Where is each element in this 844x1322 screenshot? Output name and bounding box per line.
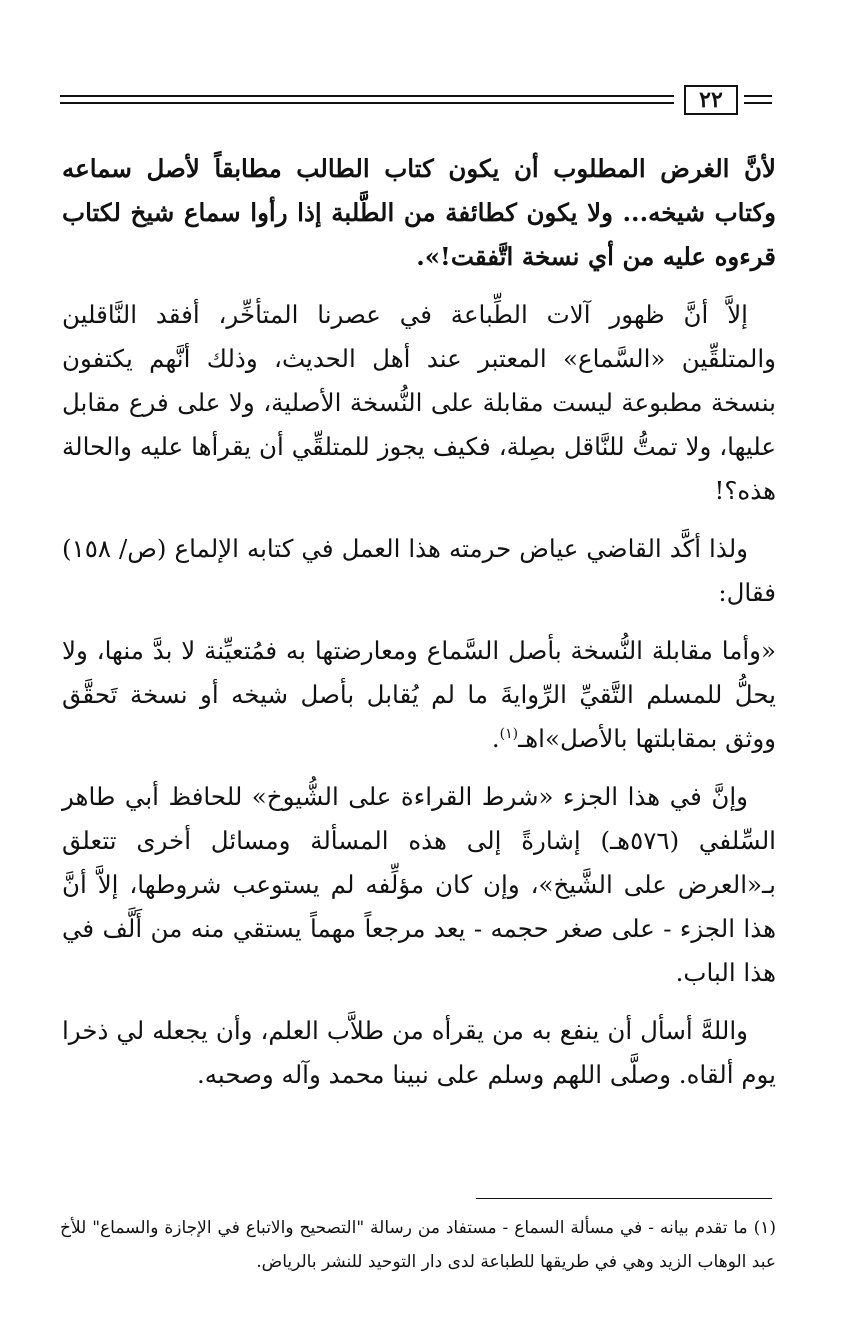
header-double-rule	[60, 95, 674, 104]
paragraph-1: لأنَّ الغرض المطلوب أن يكون كتاب الطالب مطابقاً لأصل سماعه وكتاب شيخه... ولا يكون كطائفة من الطَّلبة إذا رأوا سماع شيخ لكتاب قرءوه عليه من أي نسخة اتَّفقت!».	[62, 154, 776, 271]
header-double-rule-short	[744, 95, 772, 104]
page-header	[60, 85, 772, 119]
footnote-separator	[476, 1198, 772, 1199]
paragraph-2: إلاَّ أنَّ ظهور آلات الطِّباعة في عصرنا المتأخِّر، أفقد النَّاقلين والمتلقِّين «السَّماع» المعتبر عند أهل الحديث، وذلك أنَّهم يكتفون بنسخة مطبوعة ليست مقابلة على النُّسخة الأصلية، ولا على فرع مقابل عليها، ولا تمتُّ للنَّاقل بصِلة، فكيف يجوز للمتلقِّي أن يقرأها عليه والحالة هذه؟!	[62, 300, 776, 505]
paragraph-5: وإنَّ في هذا الجزء «شرط القراءة على الشُّيوخ» للحافظ أبي طاهر السِّلفي (٥٧٦هـ) إشارةً إلى هذه المسألة ومسائل أخرى تتعلق بـ«العرض على الشَّيخ»، وإن كان مؤلِّفه لم يستوعب شروطها، إلاَّ أنَّ هذا الجزء - على صغر حجمه - يعد مرجعاً مهماً يستقي منه من أَلَّف في هذا الباب.	[62, 782, 776, 987]
page-number: ٢٢	[684, 85, 738, 115]
paragraph-3: ولذا أكَّد القاضي عياض حرمته هذا العمل في كتابه الإلماع (ص/ ١٥٨) فقال:	[62, 534, 776, 607]
paragraph-6: واللهَّ أسأل أن ينفع به من يقرأه من طلاَّب العلم، وأن يجعله لي ذخرا يوم ألقاه. وصلَّى اللهم وسلم على نبينا محمد وآله وصحبه.	[62, 1016, 776, 1089]
footnote-ref: (١)	[499, 725, 519, 742]
paragraph-4-quote: «وأما مقابلة النُّسخة بأصل السَّماع ومعارضتها به فمُتعيِّنة لا بدَّ منها، ولا يحلُّ للمسلم التَّقيِّ الرِّوايةَ ما لم يُقابل بأصل شيخه أو نسخة تَحقَّق ووثق بمقابلتها بالأصل»اهـ$^{(١)}$.	[62, 636, 776, 753]
main-text	[62, 147, 776, 1111]
footnote: (١) ما تقدم بيانه - في مسألة السماع - مستفاد من رسالة "التصحيح والاتباع في الإجازة والسماع" للأخ عبد الوهاب الزيد وهي في طريقها للطباعة لدى دار التوحيد للنشر بالرياض.	[60, 1218, 776, 1272]
